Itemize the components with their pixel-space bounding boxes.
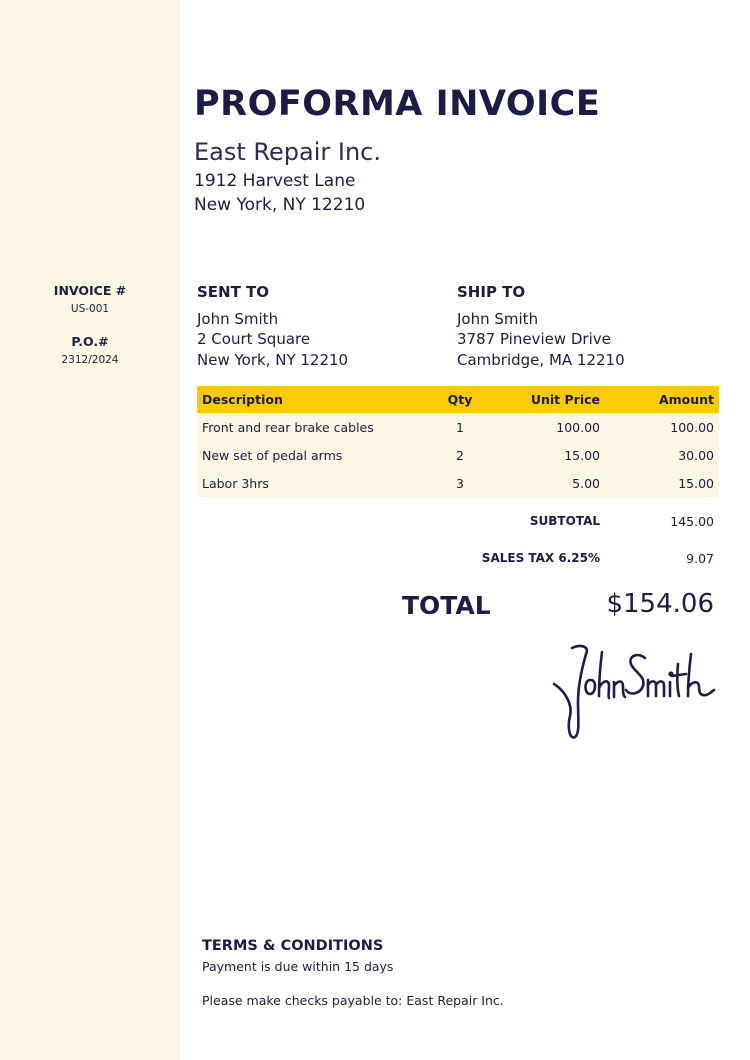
sales-tax-value: 9.07 xyxy=(686,551,714,566)
invoice-number-value: US-001 xyxy=(70,303,110,315)
item-unit-price: 15.00 xyxy=(493,441,605,469)
ship-to-city: Cambridge, MA 12210 xyxy=(457,350,625,369)
ship-to-label: SHIP TO xyxy=(457,283,526,301)
document-title: PROFORMA INVOICE xyxy=(194,84,601,124)
item-description: Front and rear brake cables xyxy=(197,413,427,441)
invoice-number-label: INVOICE # xyxy=(53,283,127,298)
ship-to-block xyxy=(457,282,625,370)
sales-tax-label: SALES TAX 6.25% xyxy=(481,551,600,565)
sidebar xyxy=(0,0,180,1060)
company-address-line-2: New York, NY 12210 xyxy=(194,195,366,215)
line-items-table xyxy=(197,386,719,497)
signature-graphic xyxy=(550,640,720,745)
subtotal-value: 145.00 xyxy=(670,514,714,529)
sent-to-city: New York, NY 12210 xyxy=(197,350,349,369)
ship-to-street: 3787 Pineview Drive xyxy=(457,330,611,348)
total-label: TOTAL xyxy=(402,591,491,620)
table-header-row xyxy=(197,386,719,413)
company-name: East Repair Inc. xyxy=(194,138,381,166)
item-description: Labor 3hrs xyxy=(197,469,427,497)
sent-to-name: John Smith xyxy=(197,309,279,328)
item-amount: 15.00 xyxy=(605,469,719,497)
table-row xyxy=(197,469,719,497)
item-qty: 1 xyxy=(427,413,493,441)
sent-to-block xyxy=(197,282,348,370)
item-qty: 3 xyxy=(427,469,493,497)
item-qty: 2 xyxy=(427,441,493,469)
total-value: $154.06 xyxy=(606,589,714,619)
header-amount: Amount xyxy=(605,386,719,413)
terms-title: TERMS & CONDITIONS xyxy=(202,938,384,954)
item-amount: 100.00 xyxy=(605,413,719,441)
company-address-line-1: 1912 Harvest Lane xyxy=(194,171,356,191)
item-description: New set of pedal arms xyxy=(197,441,427,469)
invoice-number-block xyxy=(0,283,180,315)
sent-to-label: SENT TO xyxy=(197,283,270,301)
table-row xyxy=(197,441,719,469)
item-unit-price: 5.00 xyxy=(493,469,605,497)
po-number-label: P.O.# xyxy=(71,334,109,349)
signature xyxy=(550,640,720,749)
item-unit-price: 100.00 xyxy=(493,413,605,441)
header-description: Description xyxy=(197,386,427,413)
header-qty: Qty xyxy=(427,386,493,413)
header-unit-price: Unit Price xyxy=(493,386,605,413)
po-number-value: 2312/2024 xyxy=(61,354,119,366)
po-number-block xyxy=(0,334,180,366)
terms-line-payment: Payment is due within 15 days xyxy=(202,959,394,974)
table-row xyxy=(197,413,719,441)
subtotal-label: SUBTOTAL xyxy=(529,514,600,528)
sent-to-street: 2 Court Square xyxy=(197,330,311,348)
ship-to-name: John Smith xyxy=(457,309,539,328)
item-amount: 30.00 xyxy=(605,441,719,469)
terms-line-checks: Please make checks payable to: East Repair Inc. xyxy=(202,993,504,1008)
